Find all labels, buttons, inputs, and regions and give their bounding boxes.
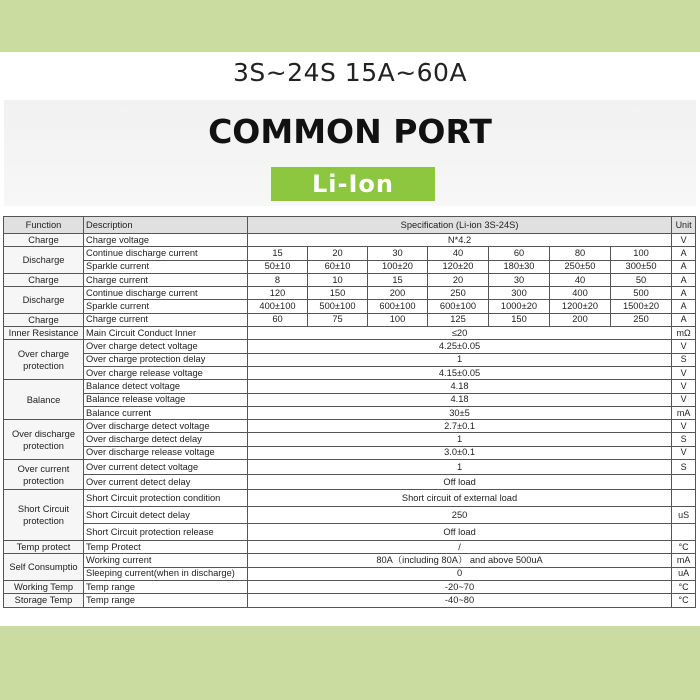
table-row — [4, 353, 696, 366]
table-row — [4, 260, 696, 273]
row-desc: Short Circuit protection release — [84, 524, 248, 541]
cell: 100 — [611, 247, 672, 260]
cell: 120±20 — [428, 260, 489, 273]
row-value: 1 — [248, 460, 672, 475]
cell: 400±100 — [248, 300, 308, 313]
row-unit: S — [672, 433, 696, 446]
row-unit: V — [672, 420, 696, 433]
row-desc: Charge current — [84, 273, 248, 286]
row-desc: Over discharge release voltage — [84, 446, 248, 459]
cell: 15 — [248, 247, 308, 260]
group-label: Over discharge protection — [4, 420, 84, 460]
cell: 500 — [611, 287, 672, 300]
table-row — [4, 406, 696, 419]
row-value: 1 — [248, 433, 672, 446]
row-unit: V — [672, 234, 696, 247]
table-row — [4, 554, 696, 567]
row-desc: Short Circuit protection condition — [84, 490, 248, 507]
row-desc: Over current detect delay — [84, 475, 248, 490]
table-row — [4, 327, 696, 340]
row-value: 4.18 — [248, 380, 672, 393]
cell: 20 — [308, 247, 368, 260]
row-desc: Balance release voltage — [84, 393, 248, 406]
cell: 200 — [368, 287, 428, 300]
cell: 40 — [428, 247, 489, 260]
table-row — [4, 433, 696, 446]
cell: 40 — [550, 273, 611, 286]
row-unit: uS — [672, 507, 696, 524]
cell: 80 — [550, 247, 611, 260]
row-desc: Over discharge detect delay — [84, 433, 248, 446]
group-label: Storage Temp — [4, 594, 84, 607]
cell: 60 — [489, 247, 550, 260]
cell: 1000±20 — [489, 300, 550, 313]
cell: 75 — [308, 313, 368, 326]
table-row — [4, 475, 696, 490]
table-row — [4, 567, 696, 580]
row-unit: V — [672, 446, 696, 459]
row-value: 4.15±0.05 — [248, 366, 672, 379]
table-row — [4, 507, 696, 524]
cell: 1200±20 — [550, 300, 611, 313]
row-desc: Charge voltage — [84, 234, 248, 247]
row-desc: Temp range — [84, 594, 248, 607]
row-unit: A — [672, 300, 696, 313]
table-row — [4, 580, 696, 593]
row-value: 2.7±0.1 — [248, 420, 672, 433]
table-row — [4, 300, 696, 313]
group-label: Charge — [4, 273, 84, 286]
table-row — [4, 393, 696, 406]
row-desc: Main Circuit Conduct Inner — [84, 327, 248, 340]
group-label: Discharge — [4, 247, 84, 274]
cell: 100 — [368, 313, 428, 326]
row-unit: °C — [672, 541, 696, 554]
row-value: 1 — [248, 353, 672, 366]
cell: 250 — [428, 287, 489, 300]
row-unit: V — [672, 340, 696, 353]
cell: 20 — [428, 273, 489, 286]
row-desc: Sleeping current(when in discharge) — [84, 567, 248, 580]
table-row — [4, 541, 696, 554]
cell: 250±50 — [550, 260, 611, 273]
header-function: Function — [4, 217, 84, 234]
cell: 30 — [368, 247, 428, 260]
cell: 150 — [308, 287, 368, 300]
row-value: Off load — [248, 524, 672, 541]
group-label: Inner Resistance — [4, 327, 84, 340]
top-band — [0, 0, 700, 52]
row-value: 80A（including 80A） and above 500uA — [248, 554, 672, 567]
cell: 50±10 — [248, 260, 308, 273]
row-unit: uA — [672, 567, 696, 580]
row-value: 3.0±0.1 — [248, 446, 672, 459]
row-unit: A — [672, 273, 696, 286]
row-unit — [672, 490, 696, 507]
row-unit: A — [672, 260, 696, 273]
table-row — [4, 420, 696, 433]
cell: 8 — [248, 273, 308, 286]
table-row — [4, 446, 696, 459]
group-label: Charge — [4, 234, 84, 247]
cell: 400 — [550, 287, 611, 300]
row-desc: Sparkle current — [84, 260, 248, 273]
cell: 300 — [489, 287, 550, 300]
row-value: 30±5 — [248, 406, 672, 419]
row-unit: V — [672, 393, 696, 406]
row-value: / — [248, 541, 672, 554]
bottom-band — [0, 626, 700, 700]
table-header-row — [4, 217, 696, 234]
row-unit: °C — [672, 580, 696, 593]
cell: 15 — [368, 273, 428, 286]
row-desc: Temp Protect — [84, 541, 248, 554]
row-unit: V — [672, 380, 696, 393]
row-unit — [672, 524, 696, 541]
table-row — [4, 247, 696, 260]
row-unit — [672, 475, 696, 490]
cell: 250 — [611, 313, 672, 326]
header-unit: Unit — [672, 217, 696, 234]
row-value: 4.25±0.05 — [248, 340, 672, 353]
row-desc: Temp range — [84, 580, 248, 593]
page-title: COMMON PORT — [208, 112, 492, 151]
cell: 180±30 — [489, 260, 550, 273]
row-desc: Over charge protection delay — [84, 353, 248, 366]
table-row — [4, 594, 696, 607]
row-desc: Continue discharge current — [84, 287, 248, 300]
table-row — [4, 380, 696, 393]
cell: 500±100 — [308, 300, 368, 313]
cell: 1500±20 — [611, 300, 672, 313]
table-row — [4, 273, 696, 286]
row-desc: Charge current — [84, 313, 248, 326]
row-desc: Balance detect voltage — [84, 380, 248, 393]
row-unit: A — [672, 247, 696, 260]
cell: 50 — [611, 273, 672, 286]
row-value: -40~80 — [248, 594, 672, 607]
group-label: Temp protect — [4, 541, 84, 554]
chemistry-badge: Li-Ion — [271, 167, 435, 201]
row-value: Off load — [248, 475, 672, 490]
row-desc: Over charge detect voltage — [84, 340, 248, 353]
cell: 60±10 — [308, 260, 368, 273]
row-unit: S — [672, 460, 696, 475]
row-unit: A — [672, 313, 696, 326]
group-label: Charge — [4, 313, 84, 326]
cell: 200 — [550, 313, 611, 326]
group-label: Over charge protection — [4, 340, 84, 380]
table-row — [4, 366, 696, 379]
row-value: Short circuit of external load — [248, 490, 672, 507]
row-unit: mA — [672, 554, 696, 567]
row-value: 0 — [248, 567, 672, 580]
row-desc: Sparkle current — [84, 300, 248, 313]
row-desc: Continue discharge current — [84, 247, 248, 260]
row-unit: S — [672, 353, 696, 366]
cell: 600±100 — [428, 300, 489, 313]
row-unit: mΩ — [672, 327, 696, 340]
table-row — [4, 524, 696, 541]
group-label: Over current protection — [4, 460, 84, 490]
cell: 60 — [248, 313, 308, 326]
table-row — [4, 313, 696, 326]
row-value: 4.18 — [248, 393, 672, 406]
group-label: Balance — [4, 380, 84, 420]
group-label: Self Consumptio — [4, 554, 84, 581]
cell: 100±20 — [368, 260, 428, 273]
row-desc: Balance current — [84, 406, 248, 419]
cell: 120 — [248, 287, 308, 300]
group-label: Discharge — [4, 287, 84, 314]
cell: 150 — [489, 313, 550, 326]
table-row — [4, 460, 696, 475]
row-desc: Over discharge detect voltage — [84, 420, 248, 433]
table-row — [4, 340, 696, 353]
cell: 125 — [428, 313, 489, 326]
cell: 300±50 — [611, 260, 672, 273]
row-unit: V — [672, 366, 696, 379]
group-label: Short Circuit protection — [4, 490, 84, 541]
row-unit: A — [672, 287, 696, 300]
group-label: Working Temp — [4, 580, 84, 593]
row-value: 250 — [248, 507, 672, 524]
row-value: N*4.2 — [248, 234, 672, 247]
cell: 30 — [489, 273, 550, 286]
row-desc: Over charge release voltage — [84, 366, 248, 379]
table-row — [4, 287, 696, 300]
row-unit: mA — [672, 406, 696, 419]
row-value: -20~70 — [248, 580, 672, 593]
cell: 10 — [308, 273, 368, 286]
row-desc: Over current detect voltage — [84, 460, 248, 475]
header-description: Description — [84, 217, 248, 234]
cell: 600±100 — [368, 300, 428, 313]
row-value: ≤20 — [248, 327, 672, 340]
header-spec: Specification (Li-ion 3S-24S) — [248, 217, 672, 234]
spec-table — [3, 216, 696, 608]
row-unit: °C — [672, 594, 696, 607]
model-range-subtitle: 3S~24S 15A~60A — [232, 58, 468, 87]
row-desc: Working current — [84, 554, 248, 567]
row-desc: Short Circuit detect delay — [84, 507, 248, 524]
table-row — [4, 234, 696, 247]
table-row — [4, 490, 696, 507]
